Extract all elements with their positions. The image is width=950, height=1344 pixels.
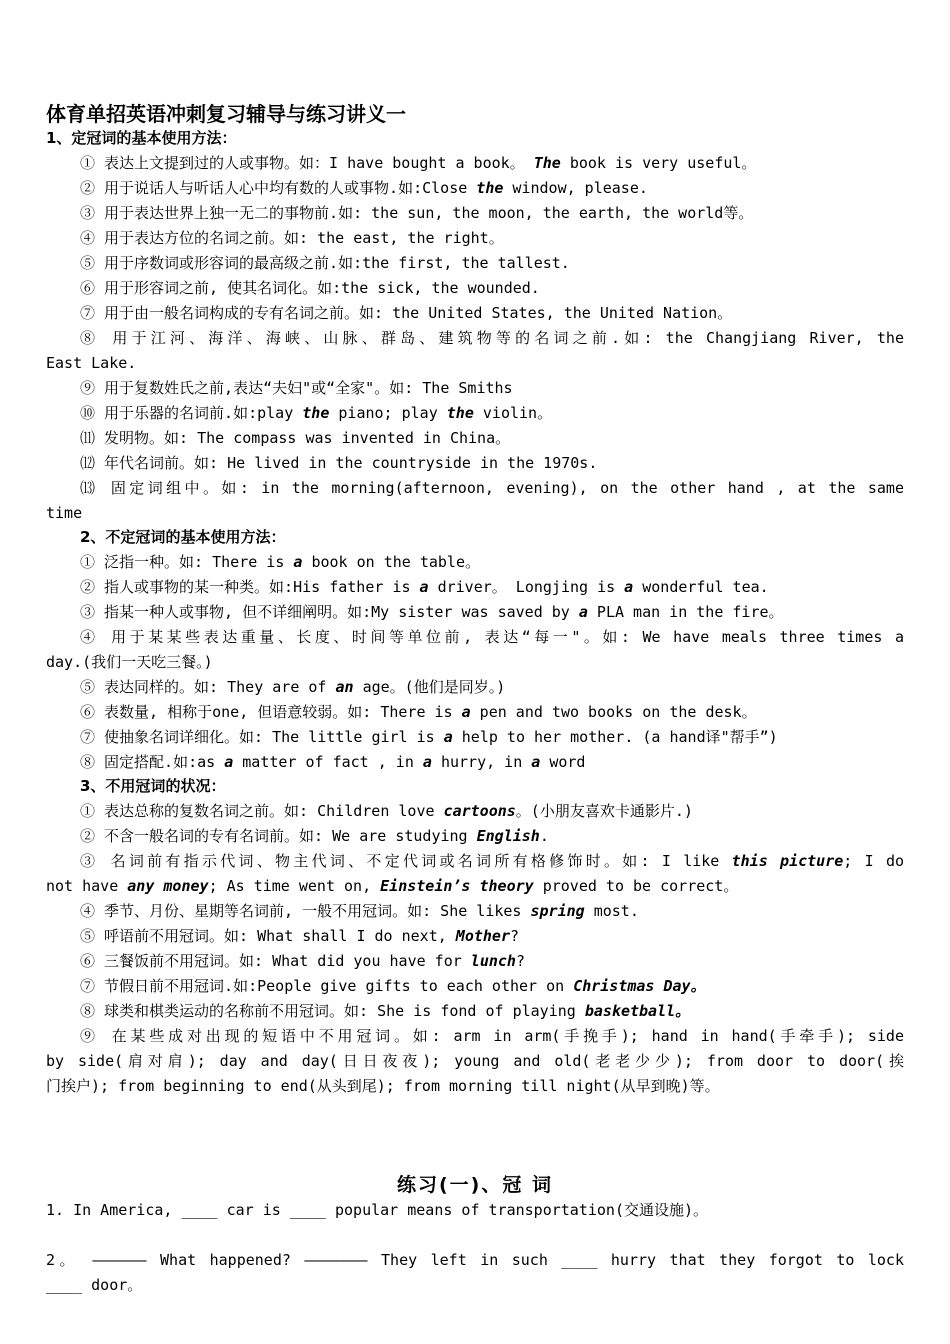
item-text: 指某一种人或事物, 但不详细阐明。如:My sister was saved by [104,603,579,621]
item-number: ⑥ [80,703,96,721]
emphasis: any money [127,877,209,895]
emphasis: the [446,404,474,422]
item-text: ? [515,952,525,970]
item-text: not have [46,877,128,895]
item-text: book is very useful。 [560,154,757,172]
list-item [80,428,904,448]
item-text: wonderful tea. [633,578,769,596]
list-item-continuation: 门挨户); from beginning to end(从头到尾); from morning till night(从早到晚)等。 [46,1077,720,1095]
item-text: 用于乐器的名词前.如:play [104,404,303,422]
list-item [80,826,904,846]
list-item-continuation: day.(我们一天吃三餐。) [46,653,213,671]
item-text: 不含一般名词的专有名词前。如: We are studying [104,827,477,845]
item-text: ; As time went on, [208,877,381,895]
emphasis: Christmas Day。 [573,977,706,995]
item-text: help to her mother. (a hand译"帮手”) [452,728,778,746]
list-item [80,702,904,722]
item-text: 表达同样的。如: They are of [104,678,336,696]
list-item [80,1026,904,1046]
item-number: ⑿ [80,454,96,472]
list-item [80,926,904,946]
item-text: 表达上文提到过的人或事物。如：I have bought a book。 [104,154,534,172]
list-item [80,253,904,273]
list-item-continuation: time [46,504,83,522]
emphasis: a [578,603,588,621]
section3-heading: 3、不用冠词的状况： [80,777,226,795]
item-text: 用于序数词或形容词的最高级之前.如:the first, the tallest. [104,254,570,272]
list-item [80,951,904,971]
emphasis: The [533,154,561,172]
item-number: ③ [80,204,96,222]
item-text: 泛指一种。如: There is [104,553,294,571]
list-item [80,752,904,772]
item-number: ④ [80,229,96,247]
item-number: ② [80,578,96,596]
item-text: 用于表达方位的名词之前。如: the east, the right。 [104,229,504,247]
list-item [80,976,904,996]
question-1: 1. In America, ____ car is ____ popular means of transportation(交通设施)。 [46,1201,709,1219]
item-text: 表达总称的复数名词之前。如: Children love [104,802,444,820]
item-number: ⑩ [80,404,96,422]
item-number: ④ [80,628,99,646]
item-number: ③ [80,603,96,621]
item-number: ⑨ [80,1027,99,1045]
emphasis: spring [530,902,585,920]
item-text: 用于复数姓氏之前,表达“夫妇"或“全家"。如: The Smiths [104,379,513,397]
item-text: word [540,753,586,771]
item-text: 用于某某些表达重量、长度、时间等单位前, 表达“每一"。如: We have meals three times a [111,628,904,646]
list-item [80,328,904,348]
item-text: 球类和棋类运动的名称前不用冠词。如: She is fond of playing [104,1002,585,1020]
question-2-continuation: ____ door。 [46,1276,143,1294]
section2-heading: 2、不定冠词的基本使用方法： [80,528,286,546]
emphasis: cartoons [443,802,516,820]
list-item-continuation [46,876,904,896]
item-text: 。(小朋友喜欢卡通影片.) [515,802,693,820]
list-item [80,1001,904,1021]
list-item [80,552,904,572]
emphasis: a [293,553,303,571]
emphasis: the [476,179,504,197]
item-number: ① [80,154,96,172]
list-item [80,727,904,747]
item-number: ⑨ [80,379,96,397]
item-text: proved to be correct。 [533,877,739,895]
emphasis: Einstein’s theory [380,877,534,895]
item-number: ④ [80,902,96,920]
item-text: age。(他们是同岁。) [353,678,506,696]
emphasis: a [224,753,234,771]
item-text: 固定词组中。如: in the morning(afternoon, evening), on the other hand , at the same [98,479,904,497]
list-item [80,378,904,398]
section1-heading: 1、定冠词的基本使用方法： [46,129,237,147]
item-text: ? [509,927,520,945]
item-number: ③ [80,852,99,870]
item-number: ⑧ [80,1002,96,1020]
item-number: ⑥ [80,952,96,970]
item-text: 用于表达世界上独一无二的事物前.如: the sun, the moon, the earth, the world等。 [104,204,754,222]
list-item [80,901,904,921]
item-text: 在某些成对出现的短语中不用冠词。如: arm in arm(手挽手); hand in hand(手牵手); side [111,1027,904,1045]
emphasis: a [531,753,541,771]
item-text: 发明物。如: The compass was invented in China。 [95,429,511,447]
list-item [80,228,904,248]
list-item [80,403,904,423]
item-text: 呼语前不用冠词。如: What shall I do next, [104,927,456,945]
question-2: 2。 —————— What happened? ——————— They left in such ____ hurry that they forgot to lock [46,1251,904,1269]
list-item [80,602,904,622]
list-item [80,627,904,647]
item-number: ① [80,553,96,571]
emphasis: English [476,827,540,845]
item-text: 名词前有指示代词、物主代词、不定代词或名词所有格修饰时。如: I like [110,852,732,870]
item-number: ① [80,802,96,820]
list-item [80,851,904,871]
item-text: window, please. [503,179,648,197]
item-text: matter of fact , in [233,753,423,771]
item-text: book on the table。 [302,553,480,571]
item-number: ⑤ [80,678,96,696]
list-item [80,453,904,473]
item-number: ⑦ [80,304,96,322]
item-text: 节假日前不用冠词.如:People give gifts to each other on [104,977,574,995]
item-text: driver。 Longjing is [428,578,625,596]
item-number: ⑤ [80,254,96,272]
item-text: 用于江河、海洋、海峡、山脉、群岛、建筑物等的名词之前.如: the Changjiang River, the [112,329,904,347]
emphasis: an [335,678,354,696]
item-text: 使抽象名词详细化。如: The little girl is [104,728,444,746]
emphasis: Mother [455,927,510,945]
item-number: ⑥ [80,279,96,297]
item-text: hurry, in [431,753,532,771]
emphasis: a [422,753,432,771]
item-text: most. [584,902,639,920]
emphasis: this picture [731,852,844,870]
item-text: PLA man in the fire。 [587,603,784,621]
emphasis: a [461,703,471,721]
list-item [80,303,904,323]
item-text: 表数量, 相称于one, 但语意较弱。如: There is [104,703,462,721]
list-item-continuation: by side(肩对肩); day and day(日日夜夜); young and old(老老少少); from door to door(挨 [46,1052,904,1070]
list-item-continuation: East Lake. [46,354,137,372]
item-number: ⑧ [80,329,100,347]
item-text: 季节、月份、星期等名词前, 一般不用冠词。如: She likes [104,902,531,920]
item-text: 固定搭配.如:as [104,753,225,771]
item-text: 指人或事物的某一种类。如:His father is [104,578,420,596]
page-title: 体育单招英语冲刺复习辅导与练习讲义一 [46,102,406,126]
item-number: ⑦ [80,728,96,746]
list-item [80,478,904,498]
item-text: pen and two books on the desk。 [470,703,757,721]
emphasis: a [443,728,453,746]
item-text: 用于说话人与听话人心中均有数的人或事物.如:Close [104,179,477,197]
item-text: . [539,827,549,845]
exercise-title: 练习(一)、冠 词 [397,1174,553,1196]
item-text: 三餐饭前不用冠词。如: What did you have for [104,952,471,970]
list-item [80,153,904,173]
item-number: ⑤ [80,927,96,945]
item-text: 年代名词前。如: He lived in the countryside in the 1970s. [95,454,598,472]
item-text: 用于形容词之前, 使其名词化。如:the sick, the wounded. [104,279,540,297]
item-number: ② [80,179,96,197]
emphasis: a [419,578,429,596]
item-text: piano; play [329,404,447,422]
emphasis: lunch [470,952,516,970]
list-item [80,677,904,697]
list-item [80,801,904,821]
emphasis: a [624,578,634,596]
item-number: ② [80,827,96,845]
list-item [80,577,904,597]
list-item [80,178,904,198]
item-number: ⑾ [80,429,96,447]
item-text: ; I do [843,852,904,870]
item-number: ⑦ [80,977,96,995]
emphasis: the [302,404,330,422]
list-item [80,203,904,223]
item-text: 用于由一般名词构成的专有名词之前。如: the United States, the United Nation。 [104,304,733,322]
list-item [80,278,904,298]
item-text: violin。 [473,404,553,422]
item-number: ⑧ [80,753,96,771]
item-number: ⒀ [80,479,99,497]
emphasis: basketball。 [584,1002,691,1020]
